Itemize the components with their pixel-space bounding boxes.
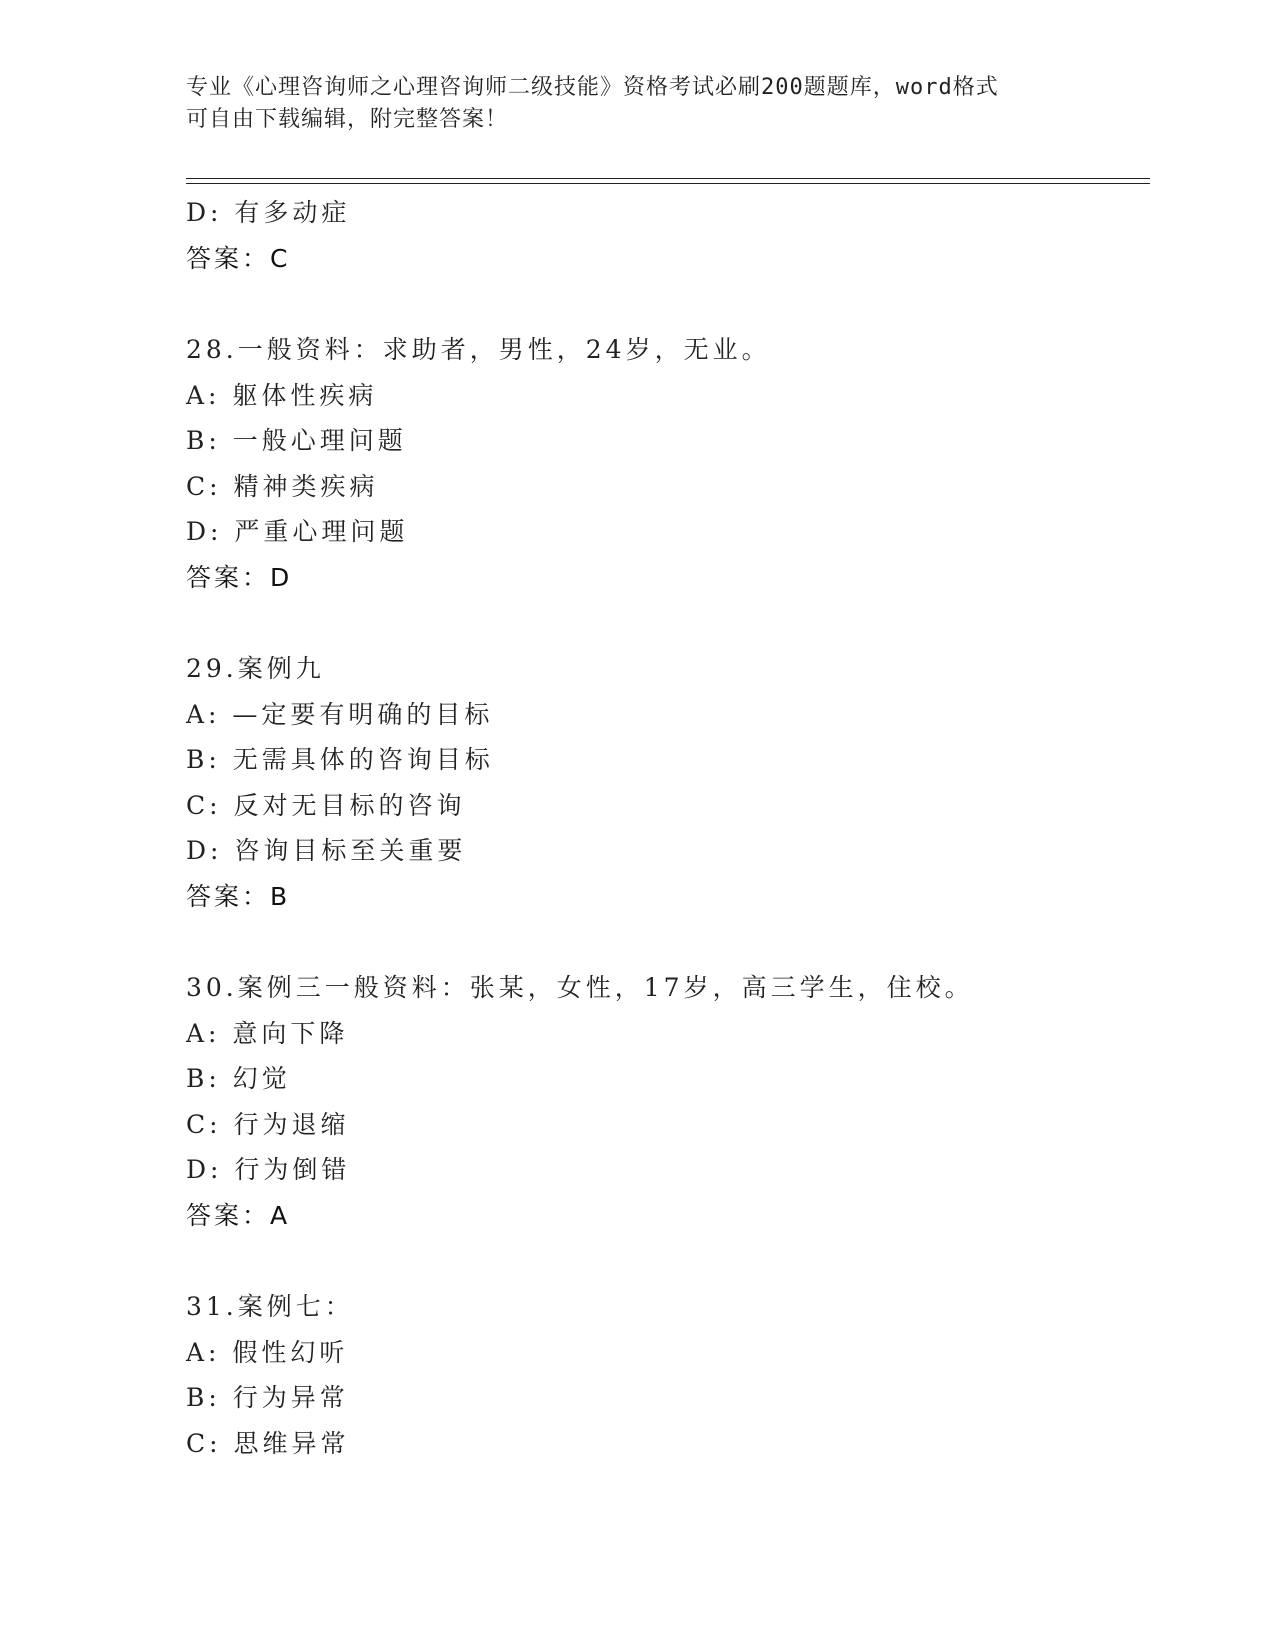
option-d: D: 行为倒错 <box>186 1155 351 1184</box>
question-list <box>186 190 1166 1466</box>
document-header <box>186 72 1086 136</box>
option-d: D: 有多动症 <box>186 198 351 227</box>
option-d: D: 严重心理问题 <box>186 517 409 546</box>
header-divider-top <box>186 178 1150 179</box>
question-30 <box>186 965 1166 1238</box>
option-a: A: 躯体性疾病 <box>186 380 378 410</box>
answer-line: 答案：A <box>186 1200 291 1230</box>
question-31 <box>186 1284 1166 1466</box>
option-b: B: 无需具体的咨询目标 <box>186 745 494 774</box>
answer-line: 答案：B <box>186 881 291 911</box>
question-28 <box>186 327 1166 600</box>
question-stem: 31.案例七： <box>186 1292 354 1321</box>
option-b: B: 行为异常 <box>186 1383 349 1412</box>
question-29 <box>186 646 1166 919</box>
option-c: C: 行为退缩 <box>186 1109 350 1139</box>
option-b: B: 一般心理问题 <box>186 426 407 455</box>
option-a: A: 假性幻听 <box>186 1337 349 1367</box>
option-c: C: 反对无目标的咨询 <box>186 790 466 820</box>
question-stem: 29.案例九 <box>186 654 325 683</box>
option-b: B: 幻觉 <box>186 1064 291 1093</box>
header-line-2: 可自由下载编辑，附完整答案！ <box>186 107 509 132</box>
option-a: A: —定要有明确的目标 <box>186 699 494 729</box>
spacer <box>186 600 1166 646</box>
spacer <box>186 281 1166 327</box>
option-c: C: 精神类疾病 <box>186 471 379 501</box>
spacer <box>186 1238 1166 1284</box>
spacer <box>186 919 1166 965</box>
header-divider-bottom <box>186 183 1150 184</box>
option-d: D: 咨询目标至关重要 <box>186 836 467 865</box>
answer-line: 答案：D <box>186 562 293 592</box>
option-c: C: 思维异常 <box>186 1428 350 1458</box>
question-stem: 30.案例三一般资料：张某，女性，17岁，高三学生，住校。 <box>186 973 974 1002</box>
question-stem: 28.一般资料：求助者，男性，24岁，无业。 <box>186 335 771 364</box>
option-a: A: 意向下降 <box>186 1018 349 1048</box>
answer-line: 答案：C <box>186 243 291 273</box>
header-line-1: 专业《心理咨询师之心理咨询师二级技能》资格考试必刷200题题库，word格式 <box>186 75 999 100</box>
